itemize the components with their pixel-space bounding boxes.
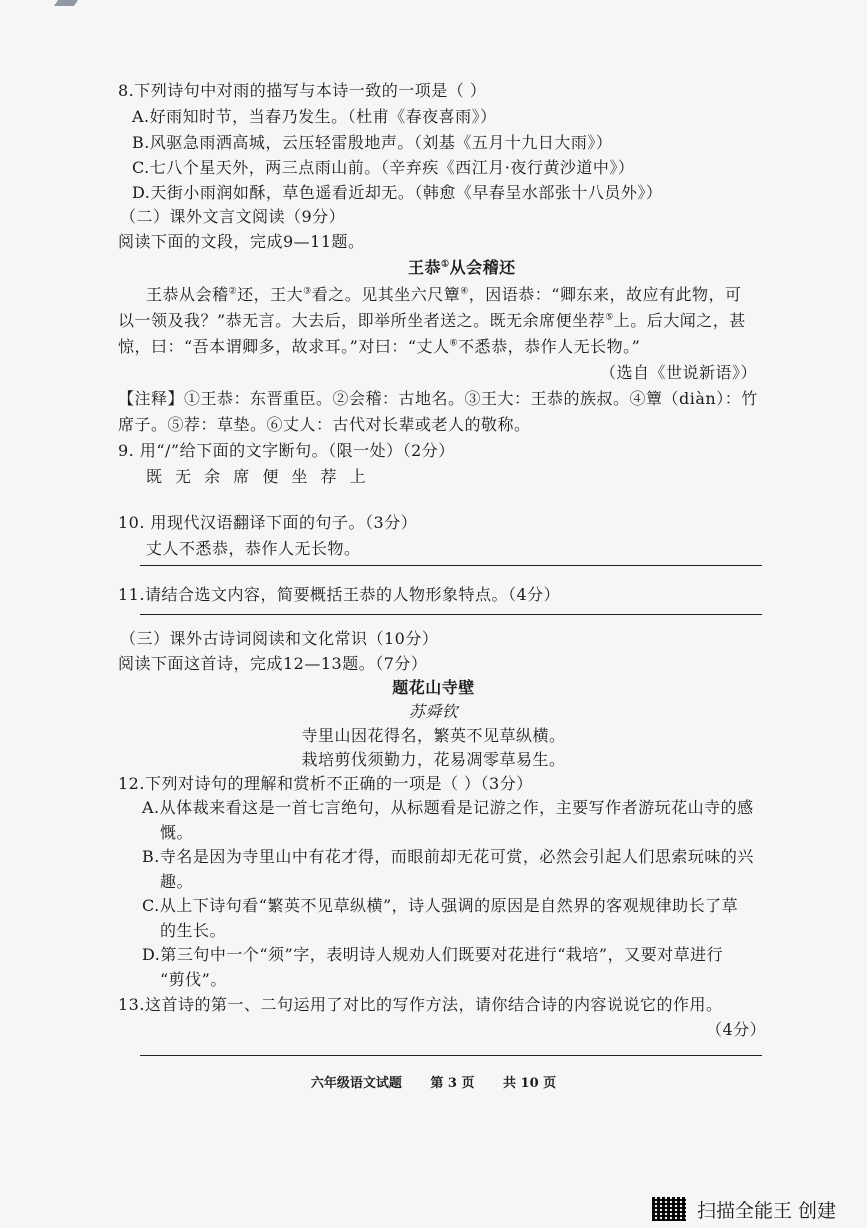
section3-instruction: 阅读下面这首诗，完成12—13题。（7分）: [118, 654, 428, 673]
q13-stem: 13.这首诗的第一、二句运用了对比的写作方法，请你结合诗的内容说说它的作用。: [118, 995, 723, 1014]
poem-author: 苏舜钦: [408, 702, 459, 721]
q11-stem: 11.请结合选文内容，简要概括王恭的人物形象特点。（4分）: [118, 585, 561, 604]
scan-corner-mark: [54, 0, 78, 6]
q12-option-a-line1: A.从体裁来看这是一首七言绝句，从标题看是记游之作，主要写作者游玩花山寺的感: [142, 798, 754, 817]
q12-option-b-line2: 趣。: [160, 872, 194, 891]
q10-stem: 10. 用现代汉语翻译下面的句子。（3分）: [118, 513, 418, 532]
scanner-watermark: 扫描全能王 创建: [697, 1200, 837, 1222]
page-footer: [0, 1072, 867, 1091]
q9-text: 既 无 余 席 便 坐 荐 上: [146, 467, 370, 486]
passage-source: （选自《世说新语》）: [600, 363, 758, 382]
q10-text: 丈人不悉恭，恭作人无长物。: [146, 539, 361, 558]
q8-option-c: C.七八个星天外，两三点雨山前。（辛弃疾《西江月·夜行黄沙道中》）: [132, 158, 635, 177]
q12-option-c-line2: 的生长。: [160, 921, 227, 940]
q11-answer-line: [140, 614, 762, 615]
footer-total: 共 10 页: [503, 1076, 557, 1091]
passage-title: 王恭①从会稽还: [408, 258, 516, 277]
footer-subject: 六年级语文试题: [310, 1076, 402, 1091]
q13-score: （4分）: [706, 1020, 767, 1039]
section3-heading: （三）课外古诗词阅读和文化常识（10分）: [120, 629, 439, 648]
poem-line-2: 栽培剪伐须勤力，花易凋零草易生。: [301, 750, 566, 769]
notes-line-1: 【注释】①王恭：东晋重臣。②会稽：古地名。③王大：王恭的族叔。④簟（diàn）：竹: [118, 389, 758, 408]
q9-stem: 9. 用“/”给下面的文字断句。（限一处）（2分）: [118, 441, 455, 460]
notes-line-2: 席子。⑤荐：草垫。⑥丈人：古代对长辈或老人的敬称。: [118, 415, 531, 434]
poem-title: 题花山寺壁: [392, 678, 475, 697]
passage-line-2: 以一领及我？”恭无言。大去后，即举所坐者送之。既无余席便坐荐⑤上。后大闻之，甚: [118, 311, 746, 330]
q8-option-b: B.风驱急雨洒高城，云压轻雷殷地声。（刘基《五月十九日大雨》）: [132, 133, 613, 152]
q12-stem: 12.下列对诗句的理解和赏析不正确的一项是（ ）（3分）: [118, 774, 533, 793]
q10-answer-line: [140, 565, 762, 566]
q8-option-a: A.好雨知时节，当春乃发生。（杜甫《春夜喜雨》）: [132, 107, 497, 126]
qr-code-icon: [652, 1197, 686, 1221]
q12-option-d-line2: “剪伐”。: [160, 970, 227, 989]
section2-instruction: 阅读下面的文段，完成9—11题。: [118, 232, 365, 251]
poem-line-1: 寺里山因花得名，繁英不见草纵横。: [301, 726, 566, 745]
section2-heading: （二）课外文言文阅读（9分）: [120, 207, 346, 226]
passage-line-3: 惊，曰：“吾本谓卿多，故求耳。”对曰：“丈人⑥不悉恭，恭作人无长物。”: [118, 337, 641, 356]
q12-option-c-line1: C.从上下诗句看“繁英不见草纵横”，诗人强调的原因是自然界的客观规律助长了草: [142, 896, 739, 915]
q8-stem: 8.下列诗句中对雨的描写与本诗一致的一项是（ ）: [118, 81, 487, 100]
q13-answer-line: [140, 1055, 762, 1056]
q8-option-d: D.天街小雨润如酥，草色遥看近却无。（韩愈《早春呈水部张十八员外》）: [132, 183, 663, 202]
passage-line-1: 王恭从会稽②还，王大③看之。见其坐六尺簟④，因语恭：“卿东来，故应有此物，可: [146, 285, 742, 304]
footer-page: 第 3 页: [430, 1076, 475, 1091]
q12-option-d-line1: D.第三句中一个“须”字，表明诗人规劝人们既要对花进行“栽培”，又要对草进行: [142, 945, 724, 964]
q12-option-b-line1: B.寺名是因为寺里山中有花才得，而眼前却无花可赏，必然会引起人们思索玩味的兴: [142, 847, 754, 866]
q12-option-a-line2: 慨。: [160, 823, 194, 842]
